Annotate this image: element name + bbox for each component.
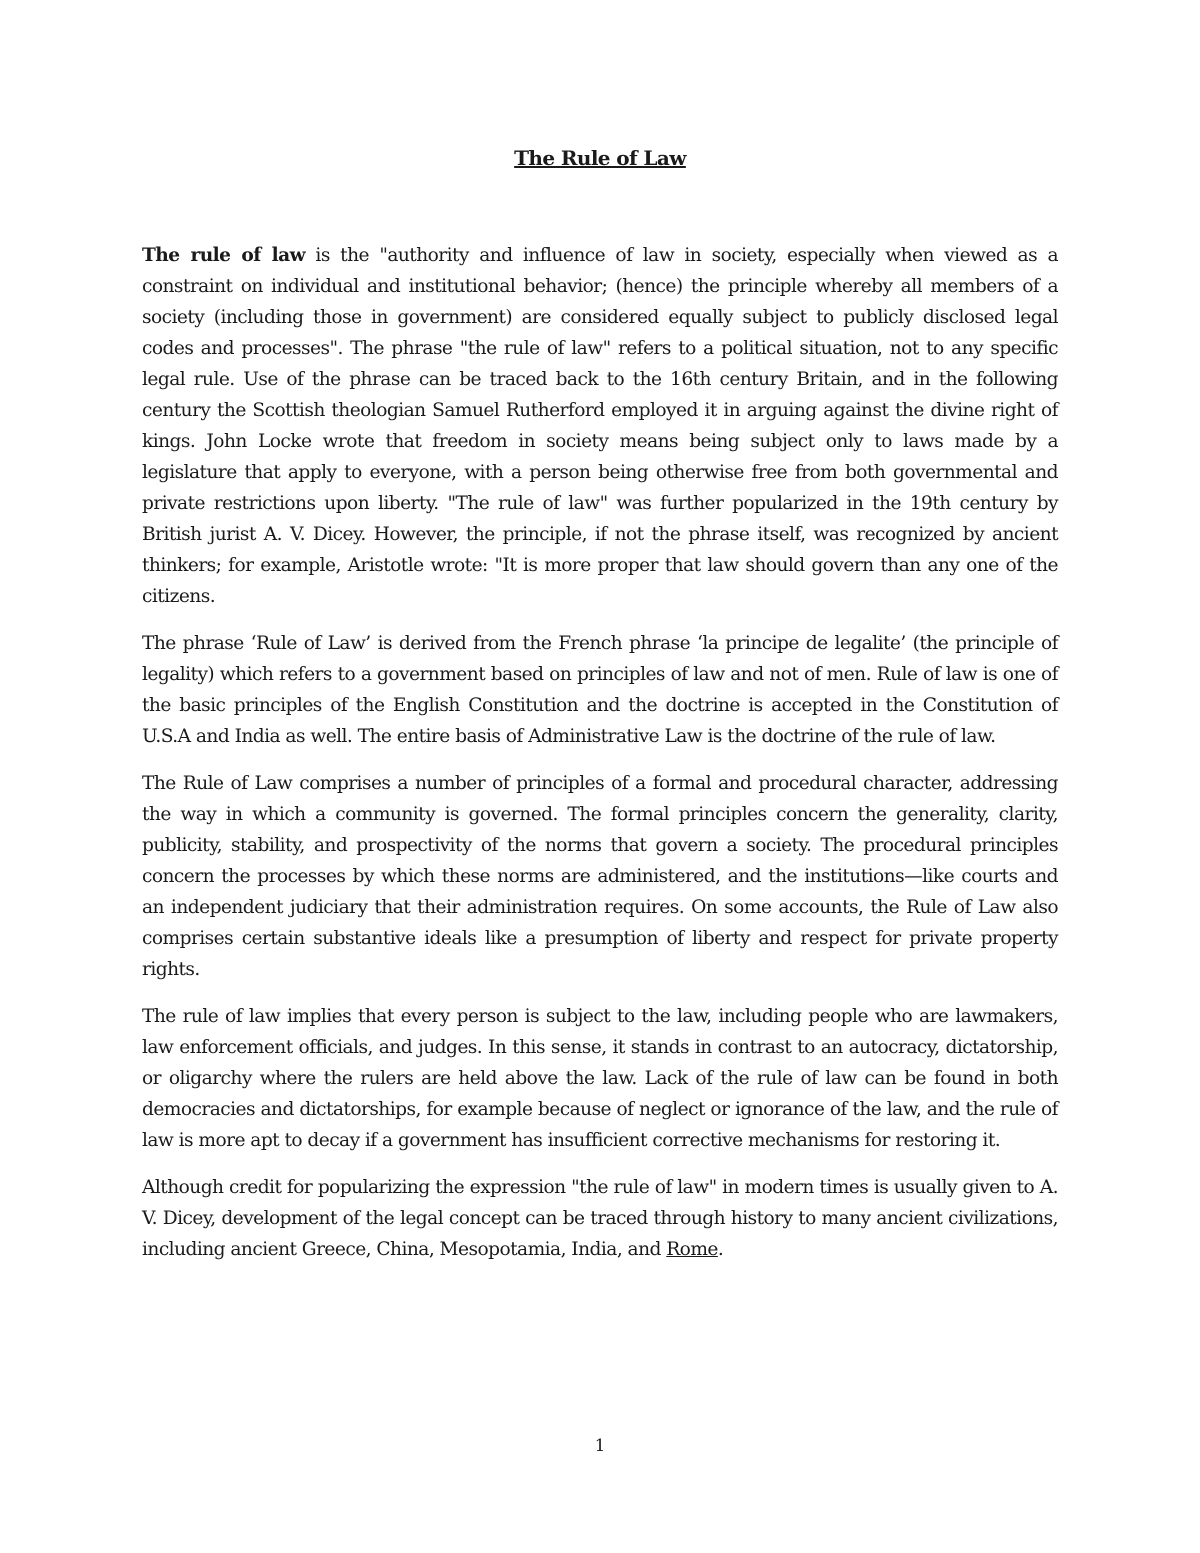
page-number: 1 [594,1436,606,1456]
document-body [142,240,1058,1281]
paragraph-1 [142,240,1058,612]
paragraph-1-lead: The rule of law [142,245,306,266]
paragraph-5 [142,1172,1058,1265]
paragraph-2: The phrase ‘Rule of Law’ is derived from the French phrase ‘la principe de legalite’ (the principle of legality) which refers to a government based on principles of law and not of men. Rule of law is one of the basic principles of the English Constitution and the doctrine is accepted in the Constitution of U.S.A and India as well. The entire basis of Administrative Law is the doctrine of the rule of law. [142,633,1058,747]
paragraph-3: The Rule of Law comprises a number of principles of a formal and procedural character, addressing the way in which a community is governed. The formal principles concern the generality, clarity, publicity, stability, and prospectivity of the norms that govern a society. The procedural principles concern the processes by which these norms are administered, and the institutions—like courts and an independent judiciary that their administration requires. On some accounts, the Rule of Law also comprises certain substantive ideals like a presumption of liberty and respect for private property rights. [142,773,1058,980]
paragraph-1-text: is the "authority and influence of law in society, especially when viewed as a constraint on individual and institutional behavior; (hence) the principle whereby all members of a society (including those in government) are considered equally subject to publicly disclosed legal codes and processes". The phrase "the rule of law" refers to a political situation, not to any specific legal rule. Use of the phrase can be traced back to the 16th century Britain, and in the following century the Scottish theologian Samuel Rutherford employed it in arguing against the divine right of kings. John Locke wrote that freedom in society means being subject only to laws made by a legislature that apply to everyone, with a person being otherwise free from both governmental and private restrictions upon liberty. "The rule of law" was further popularized in the 19th century by British jurist A. V. Dicey. However, the principle, if not the phrase itself, was recognized by ancient thinkers; for example, Aristotle wrote: "It is more proper that law should govern than any one of the citizens. [142,245,1058,607]
document-title: The Rule of Law [514,146,686,170]
paragraph-5-end: . [717,1239,724,1260]
paragraph-5-text: Although credit for popularizing the expression "the rule of law" in modern times is usually given to A. V. Dicey, development of the legal concept can be traced through history to many ancient civilizations, including ancient Greece, China, Mesopotamia, India, and [142,1177,1058,1260]
rome-link[interactable]: Rome [666,1239,718,1260]
paragraph-4: The rule of law implies that every person is subject to the law, including people who are lawmakers, law enforcement officials, and judges. In this sense, it stands in contrast to an autocracy, dictatorship, or oligarchy where the rulers are held above the law. Lack of the rule of law can be found in both democracies and dictatorships, for example because of neglect or ignorance of the law, and the rule of law is more apt to decay if a government has insufficient corrective mechanisms for restoring it. [142,1006,1058,1151]
